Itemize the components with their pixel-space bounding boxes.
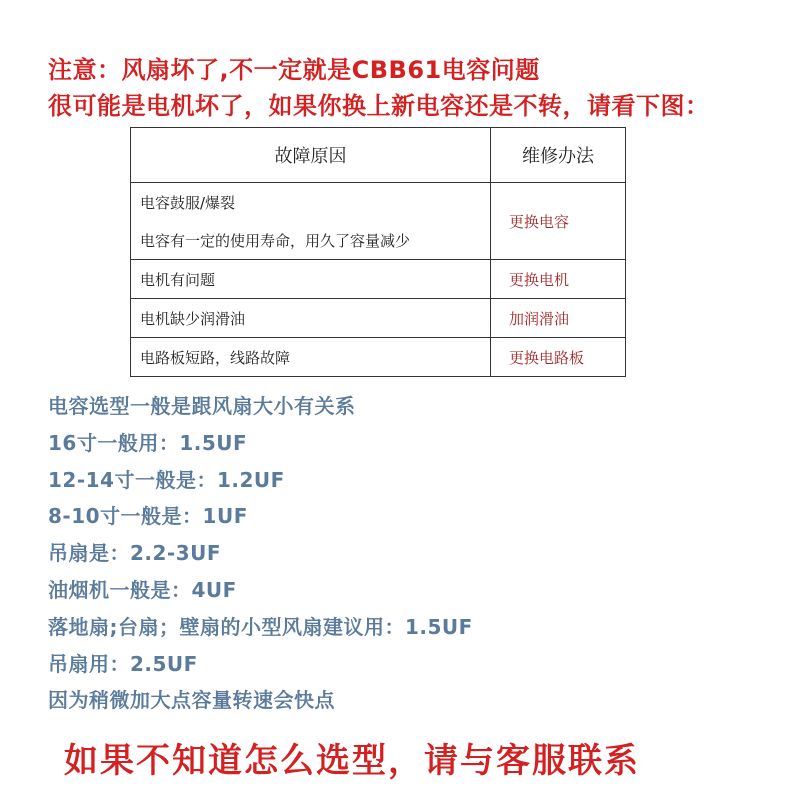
tip-line: 吊扇是：2.2-3UF <box>48 541 222 566</box>
notice-line-1: 注意：风扇坏了,不一定就是CBB61电容问题 <box>48 56 540 84</box>
tip-line: 12-14寸一般是：1.2UF <box>48 467 285 492</box>
repair-method-cell: 更换电路板 <box>491 338 626 377</box>
tip-line: 吊扇用：2.5UF <box>48 651 198 676</box>
tip-line: 电容选型一般是跟风扇大小有关系 <box>48 394 356 418</box>
repair-method-cell: 更换电机 <box>491 260 626 299</box>
table-row <box>131 299 626 338</box>
tip-line: 8-10寸一般是：1UF <box>48 504 248 529</box>
fault-repair-table <box>130 127 626 377</box>
contact-service-footer: 如果不知道怎么选型，请与客服联系 <box>64 741 640 781</box>
tip-line: 16寸一般用：1.5UF <box>48 430 248 455</box>
header-fault-cause: 故障原因 <box>131 128 491 183</box>
repair-method-cell: 更换电容 <box>491 183 626 260</box>
tip-line: 因为稍微加大点容量转速会快点 <box>48 688 335 713</box>
table-row <box>131 260 626 299</box>
fault-cause-cell: 电路板短路，线路故障 <box>131 338 491 377</box>
table-row <box>131 338 626 377</box>
tip-line: 落地扇;台扇；壁扇的小型风扇建议用：1.5UF <box>48 614 473 639</box>
tip-line: 油烟机一般是：4UF <box>48 577 237 602</box>
capacitor-selection-tips <box>48 388 473 719</box>
header-repair-method: 维修办法 <box>491 128 626 183</box>
table-header-row <box>131 128 626 183</box>
fault-cause-cell: 电容鼓服/爆裂 <box>131 183 491 222</box>
repair-method-cell: 加润滑油 <box>491 299 626 338</box>
table-row <box>131 183 626 222</box>
fault-cause-cell: 电容有一定的使用寿命，用久了容量减少 <box>131 221 491 260</box>
notice-line-2: 很可能是电机坏了，如果你换上新电容还是不转，请看下图： <box>48 92 710 120</box>
fault-cause-cell: 电机有问题 <box>131 260 491 299</box>
fault-cause-cell: 电机缺少润滑油 <box>131 299 491 338</box>
